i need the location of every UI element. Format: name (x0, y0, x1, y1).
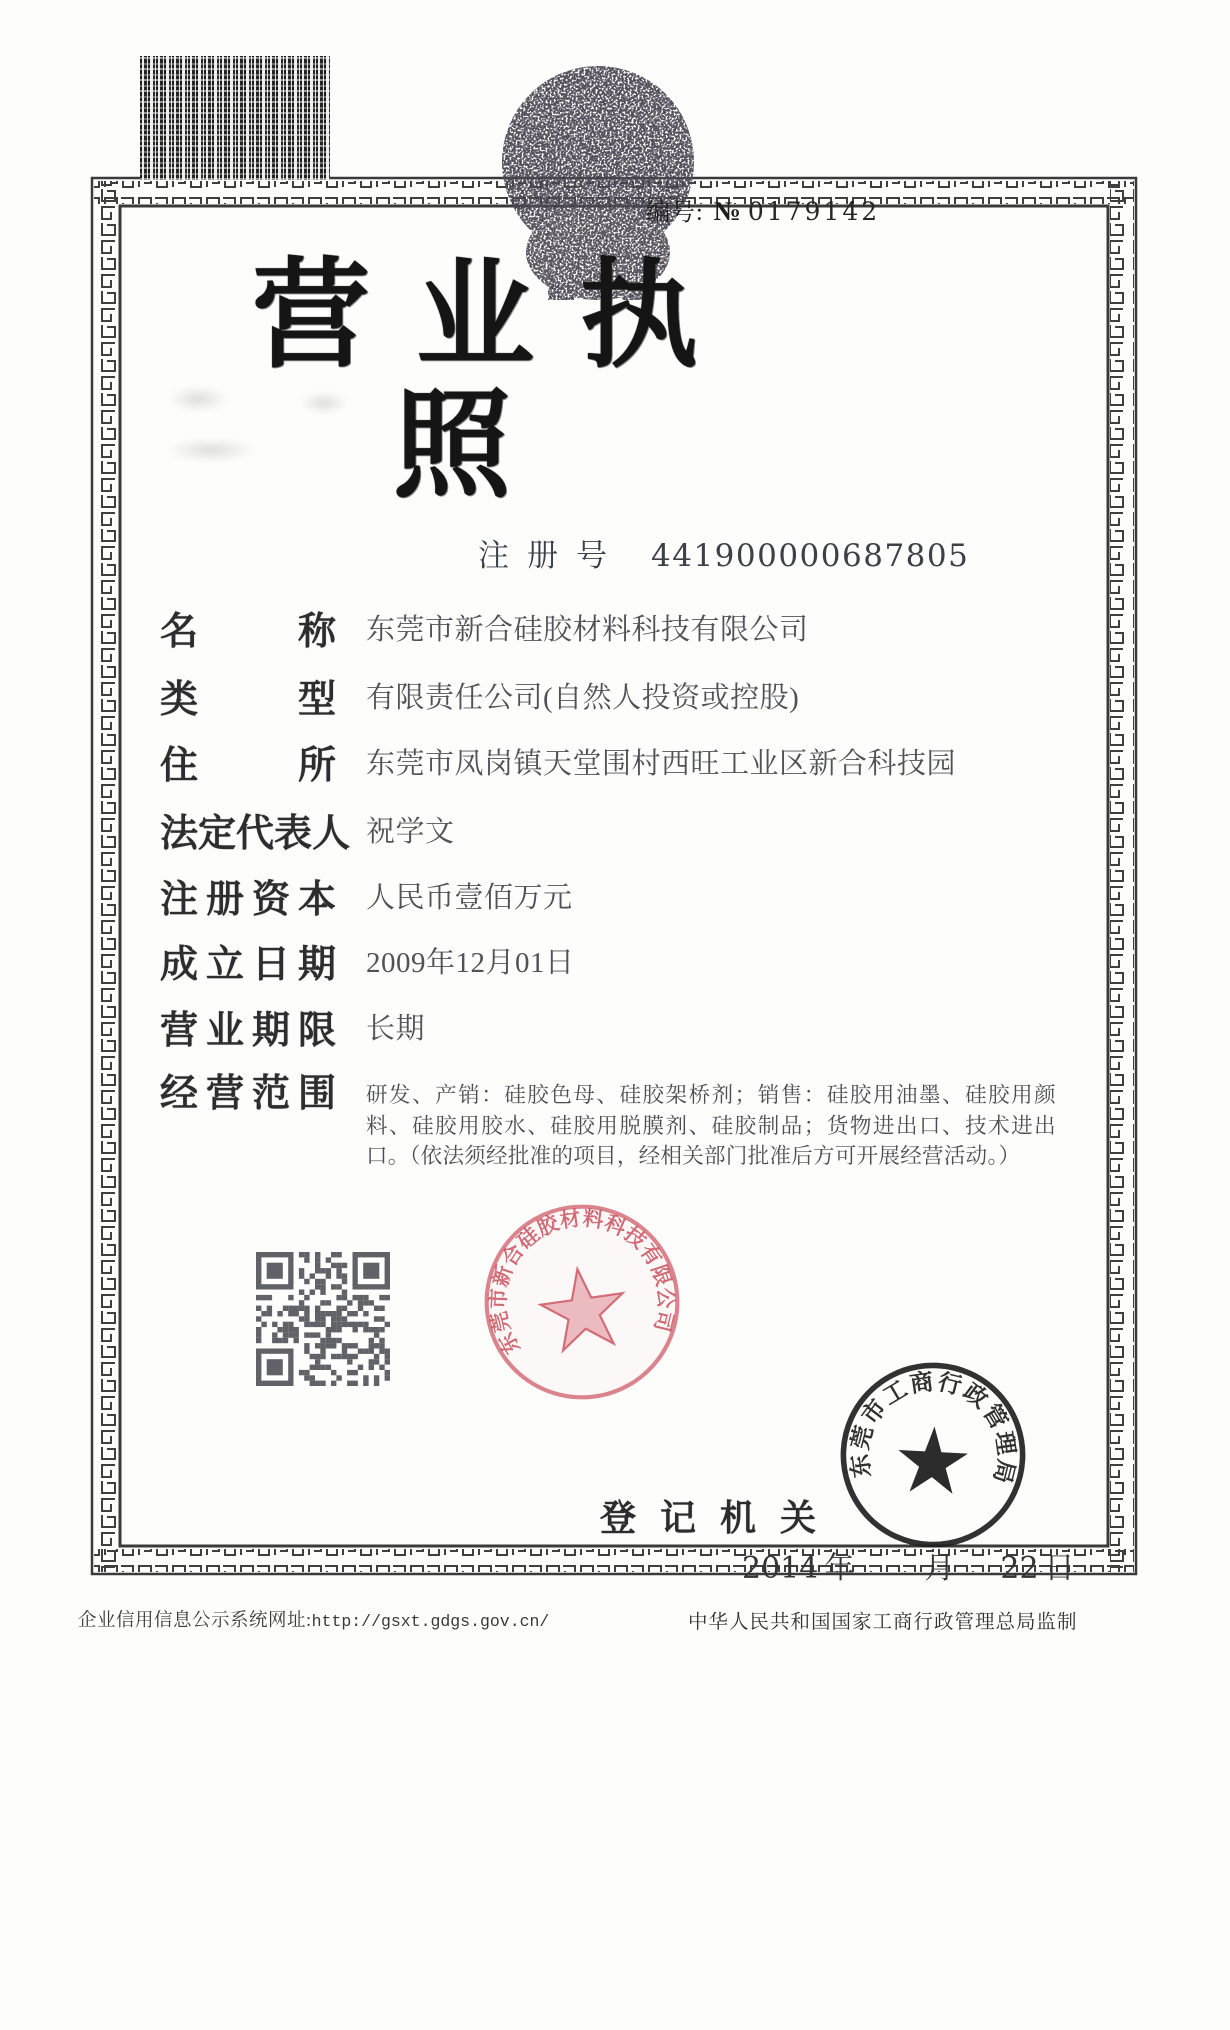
date-year: 2014 (742, 1551, 819, 1586)
numero-symbol: № (713, 196, 742, 226)
field-value: 长期 (366, 1013, 426, 1045)
black-registrar-seal-icon (815, 1337, 1050, 1572)
field-value: 研发、产销：硅胶色母、硅胶架桥剂；销售：硅胶用油墨、硅胶用颜料、硅胶用胶水、硅胶用脱膜剂、硅胶制品；货物进出口、技术进出口。（依法须经批准的项目，经相关部门批准后方可开展经营活动。） (366, 1083, 1056, 1168)
date-month-unit: 月 (924, 1551, 955, 1586)
field-label: 住 所 (160, 745, 336, 787)
registrar-label: 登记机关 (600, 1498, 841, 1538)
registrar-seal-text: 东莞市工商行政管理局 (846, 1368, 1020, 1488)
field-row-scope (160, 1072, 1060, 1172)
field-row-legal-rep (160, 812, 1060, 856)
field-row-type (160, 678, 1060, 722)
date-day: 22 (1000, 1551, 1039, 1586)
date-year-unit: 年 (824, 1551, 855, 1586)
field-label: 注 册 资 本 (160, 879, 336, 921)
barcode-icon (140, 56, 330, 180)
field-value: 东莞市凤岗镇天堂围村西旺工业区新合科技园 (366, 748, 957, 780)
field-value: 2009年12月01日 (366, 947, 575, 979)
field-row-establish-date (160, 943, 1060, 987)
company-seal-text: 东莞市新合硅胶材料科技有限公司 (487, 1207, 677, 1358)
field-value: 有限责任公司(自然人投资或控股) (366, 682, 800, 714)
field-label: 营 业 期 限 (160, 1010, 336, 1052)
serial-number: 0179142 (747, 197, 881, 226)
registration-number: 441900000687805 (651, 538, 970, 574)
field-label: 经 营 范 围 (160, 1073, 336, 1115)
field-row-address (160, 744, 1060, 788)
date-day-unit: 日 (1044, 1551, 1075, 1586)
footer-url-prefix: 企业信用信息公示系统网址: (78, 1611, 312, 1631)
field-value: 祝学文 (366, 816, 455, 848)
footer-public-info-url (78, 1606, 549, 1632)
field-row-name (160, 610, 1060, 654)
serial-label: 编号: (646, 200, 704, 226)
field-label: 成 立 日 期 (160, 944, 336, 986)
field-label: 法 定 代 表 人 (160, 813, 351, 855)
red-company-seal-icon (453, 1173, 711, 1431)
field-row-capital (160, 878, 1060, 922)
field-row-term (160, 1009, 1060, 1053)
field-value: 东莞市新合硅胶材料科技有限公司 (366, 614, 809, 646)
serial-number-line (646, 192, 880, 227)
footer-url: http://gsxt.gdgs.gov.cn/ (311, 1612, 550, 1631)
field-label: 类 型 (160, 679, 336, 721)
registration-label: 注册号 (478, 538, 625, 573)
license-title: 营业执照 (251, 251, 744, 512)
footer-issuing-authority: 中华人民共和国国家工商行政管理总局监制 (688, 1612, 1078, 1633)
field-value: 人民币壹佰万元 (366, 882, 573, 914)
qr-code-icon (256, 1252, 390, 1386)
field-label: 名 称 (160, 611, 336, 653)
registration-number-line (478, 530, 969, 575)
